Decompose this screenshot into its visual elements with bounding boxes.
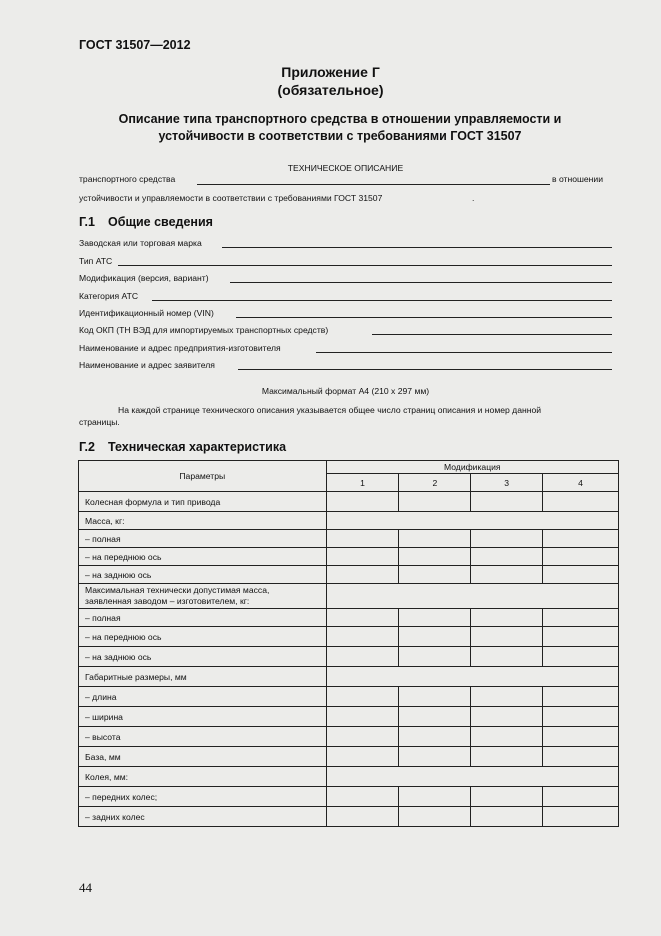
mod-col-1: 1: [326, 474, 399, 492]
row-label: – на переднюю ось: [79, 627, 327, 647]
row-label: – передних колес;: [79, 787, 327, 807]
row-label: Колея, мм:: [79, 767, 327, 787]
section1-number: Г.1: [79, 215, 95, 229]
field-label-type: Тип АТС: [79, 256, 113, 266]
table-row: [79, 767, 619, 787]
table-cell[interactable]: [399, 530, 471, 548]
table-cell[interactable]: [326, 530, 399, 548]
field-input-manufacturer[interactable]: [316, 352, 612, 353]
table-cell[interactable]: [471, 530, 543, 548]
field-label-category: Категория АТС: [79, 291, 139, 301]
table-cell[interactable]: [399, 609, 471, 627]
table-row: [79, 512, 619, 530]
field-label-modification: Модификация (версия, вариант): [79, 273, 209, 283]
intro-line2: устойчивости и управляемости в соответствии с требованиями ГОСТ 31507: [79, 193, 383, 203]
table-cell[interactable]: [543, 787, 619, 807]
table-cell[interactable]: [326, 627, 399, 647]
intro-line1-end: в отношении: [552, 174, 604, 184]
row-label-line: заявленная заводом – изготовителем, кг:: [85, 596, 250, 606]
table-cell[interactable]: [326, 548, 399, 566]
table-cell[interactable]: [471, 609, 543, 627]
table-cell[interactable]: [399, 548, 471, 566]
table-cell[interactable]: [471, 747, 543, 767]
row-label: – ширина: [79, 707, 327, 727]
table-cell[interactable]: [326, 609, 399, 627]
row-label: – длина: [79, 687, 327, 707]
table-row: [79, 584, 619, 609]
table-row: [79, 548, 619, 566]
mod-col-2: 2: [399, 474, 471, 492]
table-cell[interactable]: [471, 627, 543, 647]
field-input-applicant[interactable]: [238, 369, 612, 370]
vehicle-type-blank[interactable]: [197, 184, 550, 185]
table-cell[interactable]: [326, 727, 399, 747]
field-input-category[interactable]: [152, 300, 612, 301]
table-cell[interactable]: [399, 566, 471, 584]
table-cell[interactable]: [326, 566, 399, 584]
table-row: [79, 647, 619, 667]
specs-table: [78, 460, 619, 827]
mod-col-4: 4: [543, 474, 619, 492]
table-cell[interactable]: [471, 548, 543, 566]
field-input-brand[interactable]: [222, 247, 612, 248]
table-cell[interactable]: [471, 727, 543, 747]
row-label: – высота: [79, 727, 327, 747]
table-cell[interactable]: [399, 787, 471, 807]
table-cell[interactable]: [543, 492, 619, 512]
row-label: Колесная формула и тип привода: [79, 492, 327, 512]
section2-title: Техническая характеристика: [108, 440, 287, 454]
field-label-brand: Заводская или торговая марка: [79, 238, 202, 248]
row-label-line: Максимальная технически допустимая масса,: [85, 585, 270, 595]
field-label-okp: Код ОКП (ТН ВЭД для импортируемых транспортных средств): [79, 325, 329, 335]
table-cell[interactable]: [471, 707, 543, 727]
table-cell[interactable]: [326, 707, 399, 727]
row-label: – задних колес: [79, 807, 327, 827]
table-cell[interactable]: [326, 787, 399, 807]
field-label-applicant: Наименование и адрес заявителя: [79, 360, 215, 370]
row-label: – на заднюю ось: [79, 566, 327, 584]
row-label: Масса, кг:: [79, 512, 327, 530]
table-cell: [326, 584, 618, 609]
table-row: [79, 609, 619, 627]
row-label: – на заднюю ось: [79, 647, 327, 667]
table-cell[interactable]: [471, 647, 543, 667]
table-row: [79, 747, 619, 767]
page-number: 44: [79, 880, 92, 895]
row-label: Габаритные размеры, мм: [79, 667, 327, 687]
table-row: [79, 530, 619, 548]
table-cell[interactable]: [543, 727, 619, 747]
appendix-status: (обязательное): [277, 82, 384, 98]
field-label-manufacturer: Наименование и адрес предприятия-изготовителя: [79, 343, 281, 353]
table-cell[interactable]: [543, 566, 619, 584]
field-input-type[interactable]: [118, 265, 612, 266]
row-label: – на переднюю ось: [79, 548, 327, 566]
page-note-line1: На каждой странице технического описания указывается общее число страниц описания и номер данной: [118, 405, 542, 415]
table-row: [79, 707, 619, 727]
section1-title: Общие сведения: [108, 215, 213, 229]
intro-line2-end: .: [472, 193, 475, 203]
table-cell[interactable]: [471, 787, 543, 807]
table-cell[interactable]: [326, 492, 399, 512]
table-cell[interactable]: [543, 647, 619, 667]
table-cell: [326, 767, 618, 787]
field-label-vin: Идентификационный номер (VIN): [79, 308, 214, 318]
table-cell[interactable]: [543, 609, 619, 627]
standard-header: ГОСТ 31507—2012: [79, 38, 191, 52]
table-cell[interactable]: [543, 747, 619, 767]
param-header: Параметры: [79, 461, 327, 492]
table-row: [79, 627, 619, 647]
table-row: [79, 667, 619, 687]
row-label: База, мм: [79, 747, 327, 767]
table-row: [79, 566, 619, 584]
table-cell[interactable]: [543, 548, 619, 566]
format-note: Максимальный формат А4 (210 х 297 мм): [261, 386, 430, 396]
appendix-title: Приложение Г: [281, 64, 380, 80]
section2-number: Г.2: [79, 440, 95, 454]
table-row: [79, 492, 619, 512]
page-note-line2: страницы.: [79, 417, 120, 427]
table-cell[interactable]: [399, 807, 471, 827]
table-cell[interactable]: [399, 747, 471, 767]
table-cell: [326, 512, 618, 530]
table-cell[interactable]: [471, 492, 543, 512]
table-cell[interactable]: [543, 807, 619, 827]
row-label: – полная: [79, 609, 327, 627]
table-cell[interactable]: [326, 807, 399, 827]
table-cell[interactable]: [471, 807, 543, 827]
table-cell[interactable]: [326, 747, 399, 767]
table-row: [79, 787, 619, 807]
row-label: – полная: [79, 530, 327, 548]
table-cell[interactable]: [399, 707, 471, 727]
table-row: [79, 727, 619, 747]
table-row: [79, 807, 619, 827]
table-cell[interactable]: [399, 627, 471, 647]
doc-title-line2: устойчивости в соответствии с требованиями ГОСТ 31507: [158, 129, 522, 143]
field-input-vin[interactable]: [236, 317, 612, 318]
table-cell[interactable]: [471, 687, 543, 707]
field-input-modification[interactable]: [230, 282, 612, 283]
table-cell[interactable]: [326, 687, 399, 707]
table-cell[interactable]: [543, 627, 619, 647]
table-cell[interactable]: [326, 647, 399, 667]
field-input-okp[interactable]: [372, 334, 612, 335]
table-cell[interactable]: [543, 707, 619, 727]
doc-title-line1: Описание типа транспортного средства в отношении управляемости и: [118, 112, 562, 126]
intro-line1-start: транспортного средства: [79, 174, 176, 184]
table-cell[interactable]: [543, 530, 619, 548]
mod-col-3: 3: [471, 474, 543, 492]
table-cell[interactable]: [399, 647, 471, 667]
table-cell[interactable]: [399, 727, 471, 747]
mod-header: Модификация: [326, 461, 618, 474]
table-cell[interactable]: [399, 492, 471, 512]
row-label-maxmass: [79, 584, 327, 609]
table-row: [79, 687, 619, 707]
tech-description-heading: ТЕХНИЧЕСКОЕ ОПИСАНИЕ: [287, 163, 404, 173]
table-cell[interactable]: [399, 687, 471, 707]
table-cell[interactable]: [471, 566, 543, 584]
table-cell[interactable]: [543, 687, 619, 707]
table-cell: [326, 667, 618, 687]
